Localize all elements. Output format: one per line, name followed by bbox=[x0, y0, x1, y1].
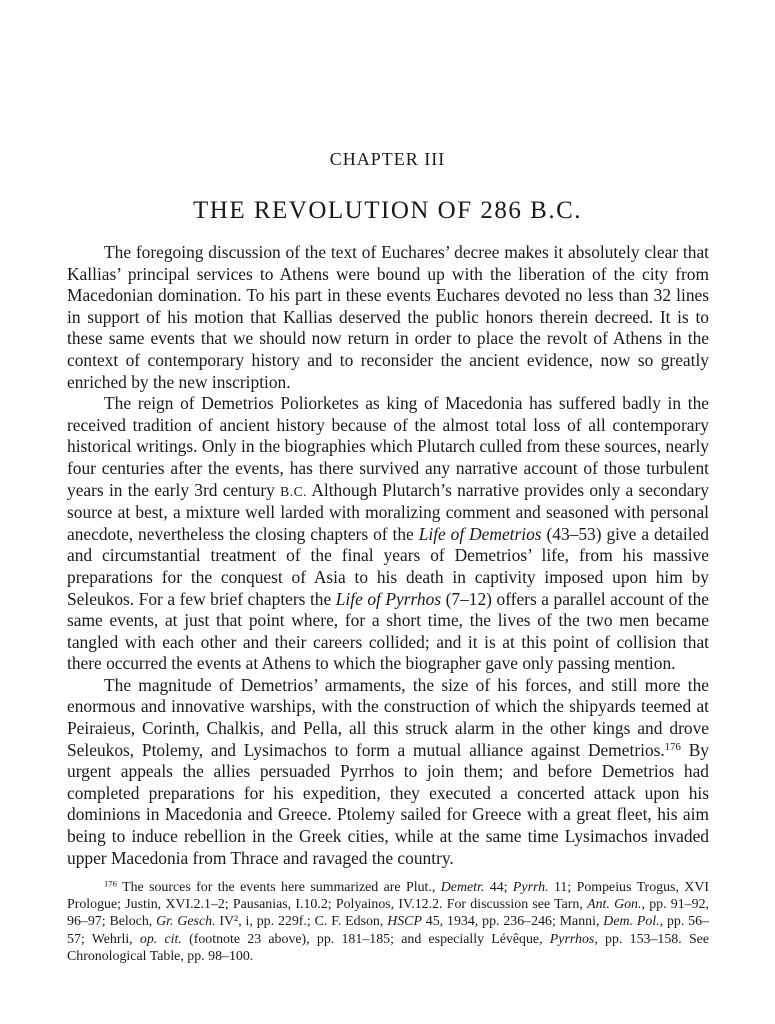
footnote-text: (footnote 23 above), pp. 181–185; and especially Lévêque, bbox=[181, 931, 550, 947]
footnote-number: 176 bbox=[104, 878, 117, 889]
footnote-text: 45, 1934, pp. 236–246; Manni, bbox=[421, 914, 604, 930]
footnote-text: The sources for the events here summarized are Plut., bbox=[116, 880, 441, 895]
footnote bbox=[67, 879, 709, 965]
footnote-text: , pp. 56–57; Wehrli, bbox=[67, 914, 709, 947]
paragraph-text: (7–12) offers a parallel account of the same events, at just that point where, for a short time, the lives of the two men became tangled with each other and their careers collided; and it is at this point of collision that there occurred the events at Athens to which the biographer gave only passing mention. bbox=[67, 588, 709, 674]
era-abbreviation: B.C. bbox=[280, 483, 308, 499]
footnote-text: 44; bbox=[484, 880, 513, 895]
footnote-reference: 176 bbox=[664, 740, 681, 753]
footnote-text: , pp. 153–158. See Chronological Table, pp. 98–100. bbox=[67, 931, 710, 964]
citation-title: Dem. Pol. bbox=[603, 914, 660, 930]
citation-title: op. cit. bbox=[139, 931, 182, 947]
footnote-text: IV², i, pp. 229f.; C. F. Edson, bbox=[215, 914, 388, 930]
work-title: Life of Demetrios bbox=[418, 523, 542, 544]
footnote-text: , pp. 91–92, 96–97; Beloch, bbox=[67, 897, 709, 930]
paragraph-text: By urgent appeals the allies persuaded Pyrrhos to join them; and before Demetrios had completed preparations for his expedition, they executed a concerted attack upon his dominions in Macedonia and Greece. Ptolemy sailed for Greece with a great fleet, his aim being to induce rebellion in the Greek cities, while at the same time Lysimachos invaded upper Macedonia from Thrace and ravaged the country. bbox=[67, 739, 709, 868]
citation-title: Gr. Gesch. bbox=[156, 914, 216, 930]
paragraph-1: The foregoing discussion of the text of Euchares’ decree makes it absolutely clear that Kallias’ principal services to Athens were bound up with the liberation of the city from Macedonian domination. To his part in these events Euchares devoted no less than 32 lines in support of his motion that Kallias deserved the public honors therein decreed. It is to these same events that we should now return in order to place the revolt of Athens in the context of contemporary history and to reconsider the ancient evidence, now so greatly enriched by the new inscription. bbox=[67, 242, 709, 392]
paragraph-text: (43–53) give a detailed and circumstantial treatment of the final years of Demetrios’ life, from his massive preparations for the conquest of Asia to his death in captivity imposed upon him by Seleukos. For a few brief chapters the bbox=[67, 523, 709, 609]
chapter-title: THE REVOLUTION OF 286 B.C. bbox=[193, 197, 582, 224]
citation-title: HSCP bbox=[387, 914, 422, 930]
body-text bbox=[67, 242, 709, 869]
paragraph-text: Although Plutarch’s narrative provides only a secondary source at best, a mixture well larded with moralizing comment and seasoned with personal anecdote, nevertheless the closing chapters of the bbox=[67, 479, 710, 544]
paragraph-text: The magnitude of Demetrios’ armaments, the size of his forces, and still more the enormous and innovative warships, with the construction of which the shipyards teemed at Peiraieus, Corinth, Chalkis, and Pella, all this struck alarm in the other kings and drove Seleukos, Ptolemy, and Lysimachos to form a mutual alliance against Demetrios. bbox=[67, 674, 709, 760]
citation-title: Pyrrhos bbox=[549, 931, 595, 947]
citation-title: Ant. Gon. bbox=[587, 897, 642, 913]
chapter-label: CHAPTER III bbox=[329, 149, 446, 169]
citation-title: Pyrrh. bbox=[512, 880, 549, 895]
paragraph-text: The reign of Demetrios Poliorketes as king of Macedonia has suffered badly in the received tradition of ancient history because of the almost total loss of all contemporary historical writings. Only in the biographies which Plutarch culled from these sources, nearly four centuries after the events, has there survived any narrative account of those turbulent years in the early 3rd century bbox=[67, 393, 709, 500]
paragraph-3 bbox=[67, 675, 709, 869]
citation-title: Demetr. bbox=[440, 880, 485, 895]
paragraph-2 bbox=[67, 393, 709, 675]
work-title: Life of Pyrrhos bbox=[335, 588, 442, 609]
footnote-text: 11; Pompeius Trogus, XVI Prologue; Justin, XVI.2.1–2; Pausanias, I.10.2; Polyainos, IV.12.2. For discussion see Tarn, bbox=[67, 880, 709, 913]
